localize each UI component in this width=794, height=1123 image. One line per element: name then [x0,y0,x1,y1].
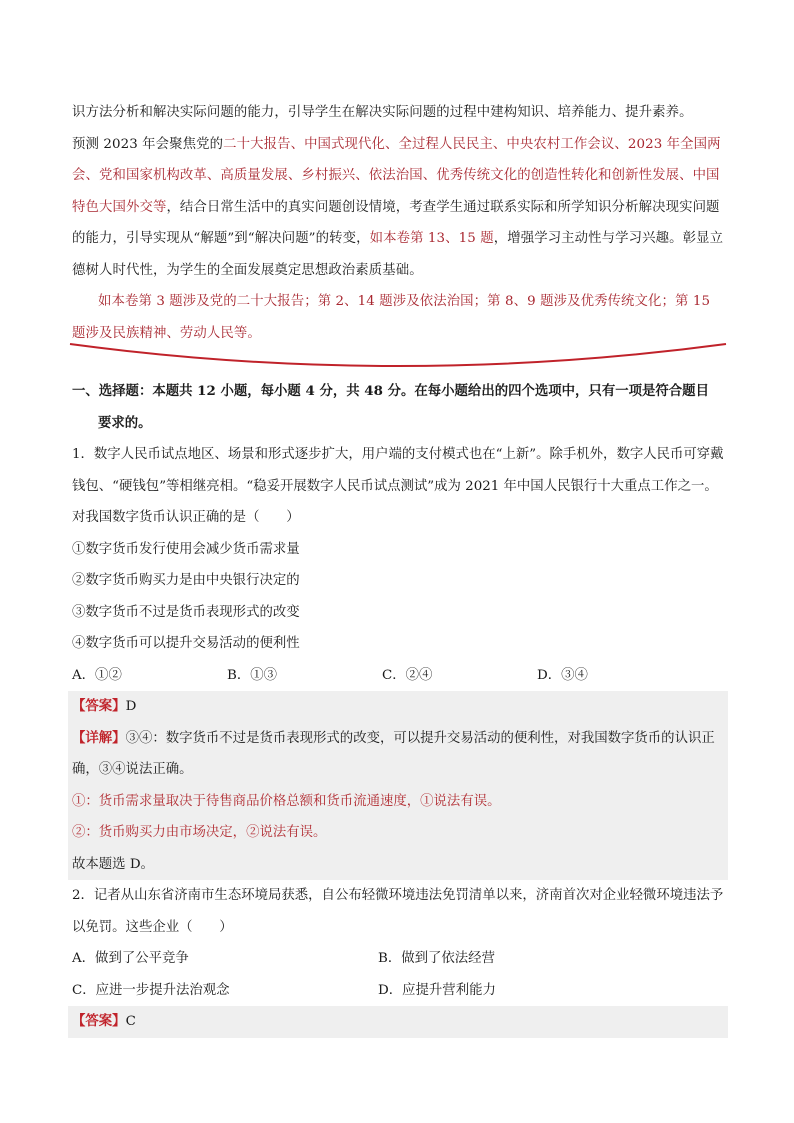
intro-topics-red: 二十大报告、中国式现代化、全过程人民民主、中央农村工作会议、2023 年全国两会、党和国家机构改革、高质量发展、乡村振兴、依法治国、优秀传统文化的创造性转化和创新性发展、中国特色大国外交等 [72,136,721,215]
question-1-solution [68,691,728,880]
answer-value: C [125,1014,136,1029]
question-section [72,376,724,1038]
option-b: B．做到了依法经营 [378,951,495,966]
section-heading-line: 一、选择题：本题共 12 小题，每小题 4 分，共 48 分。在每小题给出的四个选项中，只有一项是符合题目 [72,383,709,399]
option-b: B．①③ [227,667,278,683]
question-2 [72,880,724,1038]
option-d: D．③④ [537,667,588,683]
statement-item: ①数字货币发行使用会减少货币需求量 [72,541,300,557]
option-a: A．①② [72,667,122,683]
question-1 [72,439,724,880]
question-1-stem: 1．数字人民币试点地区、场景和形式逐步扩大，用户端的支付模式也在“上新”。除手机外，数字人民币可穿戴钱包、“硬钱包”等相继亮相。“稳妥开展数字人民币试点测试”成为 2021 年中国人民银行十大重点工作之一。对我国数字货币认识正确的是（ ） [72,447,724,525]
detail-tag: 【详解】 [72,729,126,746]
intro-line-1: 识方法分析和解决实际问题的能力，引导学生在解决实际问题的过程中建构知识、培养能力、提升素养。 [72,105,693,120]
intro-paragraph-2: 如本卷第 3 题涉及党的二十大报告；第 2、14 题涉及依法治国；第 8、9 题涉及优秀传统文化；第 15 题涉及民族精神、劳动人民等。 [72,294,711,341]
intro-text: ，结合日常生活中的真实问题创设情境，考查学生通过联系实际和所学知识分析解决现实问题的能力，引导实现从“解题”到“解决问题”的转变， [72,199,720,246]
intro-example-red: 如本卷第 13、15 题 [369,231,494,246]
question-2-options [72,943,724,1006]
answer-line [72,1006,724,1038]
statement-item: ④数字货币可以提升交易活动的便利性 [72,636,300,651]
intro-text: 预测 2023 年会聚焦党的 [72,136,224,152]
answer-tag: 【答案】 [72,698,126,714]
curved-divider [68,340,728,370]
analysis-intro [72,97,724,349]
answer-tag: 【答案】 [72,1013,126,1029]
answer-line [72,691,724,723]
intro-paragraph-1 [72,129,724,287]
answer-value: D [125,699,137,714]
detail-note: ①：货币需求量取决于待售商品价格总额和货币流通速度，①说法有误。 [72,793,501,809]
option-c: C．应进一步提升法治观念 [72,982,230,998]
option-d: D．应提升营利能力 [378,982,496,998]
option-a: A．做到了公平竞争 [72,951,189,966]
question-2-solution [68,1006,728,1038]
option-c: C．②④ [382,667,433,683]
question-2-stem: 2．记者从山东省济南市生态环境局获悉，自公布轻微环境违法免罚清单以来，济南首次对企业轻微环境违法予以免罚。这些企业（ ） [72,888,724,935]
statement-item: ③数字货币不过是货币表现形式的改变 [72,604,300,620]
question-1-options [72,660,724,692]
detail-note: ②：货币购买力由市场决定，②说法有误。 [72,825,327,840]
section-heading-line: 要求的。 [98,414,152,431]
intro-text: ，增强学习主动性与学习兴趣。彰显立德树人时代性，为学生的全面发展奠定思想政治素质基础。 [72,231,724,278]
detail-line [72,723,724,786]
section-heading [72,376,724,439]
statement-item: ②数字货币购买力是由中央银行决定的 [72,573,300,588]
conclusion-line: 故本题选 D。 [72,856,154,872]
detail-text: ③④：数字货币不过是货币表现形式的改变，可以提升交易活动的便利性，对我国数字货币的认识正确，③④说法正确。 [72,730,715,777]
